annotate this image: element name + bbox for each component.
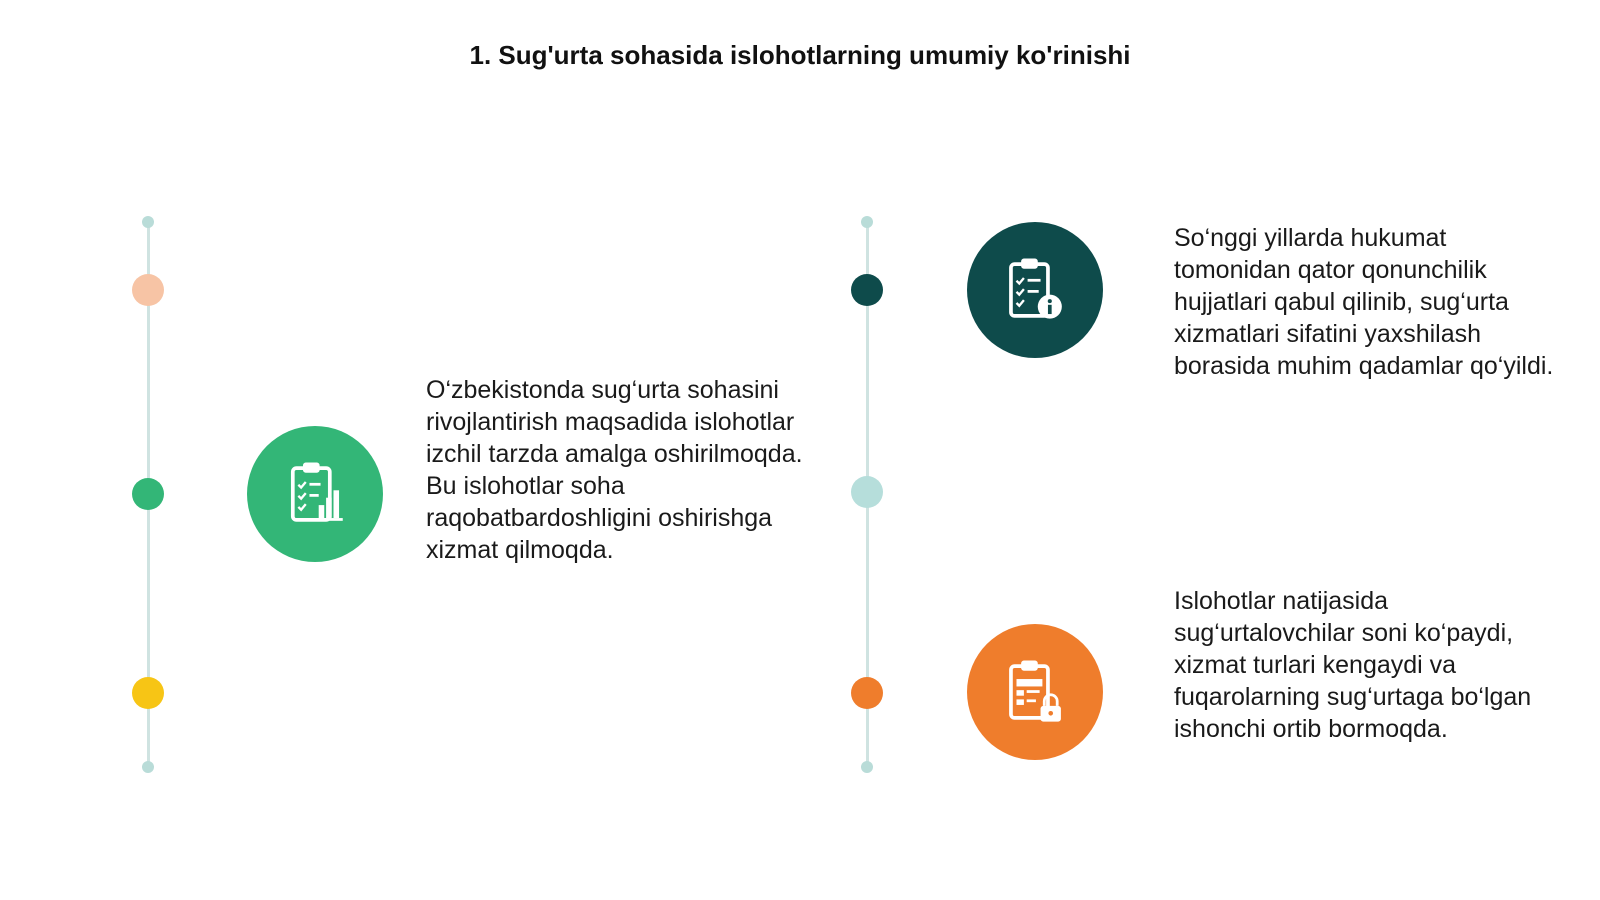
timeline-left-green-dot [132, 478, 164, 510]
item-2-icon-circle [967, 222, 1103, 358]
item-3-icon-circle [967, 624, 1103, 760]
page-title: 1. Sug'urta sohasida islohotlarning umumiy ko'rinishi [469, 40, 1131, 70]
timeline-left-peach-dot [132, 274, 164, 306]
timeline-right-end-dot [861, 761, 873, 773]
timeline-left-end-dot [142, 761, 154, 773]
timeline-right-light-dot [851, 476, 883, 508]
timeline-left-yellow-dot [132, 677, 164, 709]
item-1-icon-circle [247, 426, 383, 562]
timeline-right-start-dot [861, 216, 873, 228]
clipboard-info-icon [998, 253, 1072, 327]
item-1-text: O‘zbekistonda sug‘urta sohasini rivojlantirish maqsadida islohotlar izchil tarzda amalga oshirilmoqda. Bu islohotlar soha raqobatbardoshligini oshirishga xizmat qilmoqda. [426, 376, 803, 564]
clipboard-lock-icon [998, 655, 1072, 729]
timeline-right-orange-dot [851, 677, 883, 709]
item-3-text: Islohotlar natijasida sug‘urtalovchilar soni ko‘paydi, xizmat turlari kengaydi va fuqarolarning sug‘urtaga bo‘lgan ishonchi ortib bormoqda. [1174, 587, 1532, 743]
clipboard-chart-icon [278, 457, 352, 531]
timeline-right-teal-dot [851, 274, 883, 306]
timeline-left-start-dot [142, 216, 154, 228]
item-2-text: So‘nggi yillarda hukumat tomonidan qator qonunchilik hujjatlari qabul qilinib, sug‘urta xizmatlari sifatini yaxshilash borasida muhim qadamlar qo‘yildi. [1174, 224, 1554, 380]
